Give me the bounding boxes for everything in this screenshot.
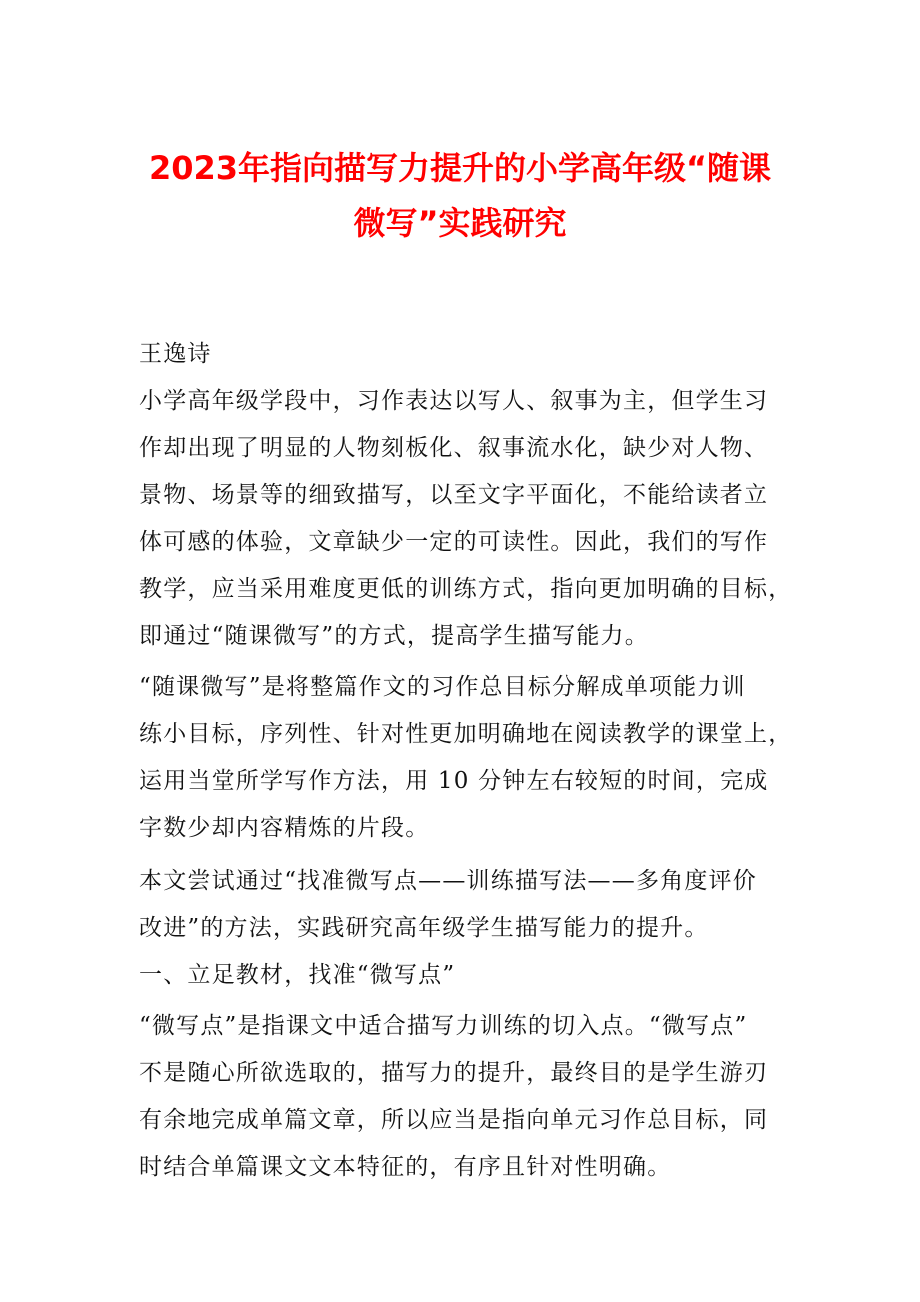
body-line: 不是随心所欲选取的，描写力的提升，最终目的是学生游刃 — [139, 1060, 769, 1086]
body-line: 教学，应当采用难度更低的训练方式，指向更加明确的目标， — [139, 576, 793, 602]
body-line: 体可感的体验，文章缺少一定的可读性。因此，我们的写作 — [139, 529, 769, 555]
body-line: 即通过“随课微写”的方式，提高学生描写能力。 — [139, 623, 649, 649]
body-line: 有余地完成单篇文章，所以应当是指向单元习作总目标，同 — [139, 1107, 769, 1133]
body-line: 练小目标，序列性、针对性更加明确地在阅读教学的课堂上， — [139, 721, 793, 747]
body-line: 本文尝试通过“找准微写点——训练描写法——多角度评价 — [139, 868, 757, 894]
body-line: “随课微写”是将整篇作文的习作总目标分解成单项能力训 — [139, 674, 746, 700]
body-line: 小学高年级学段中，习作表达以写人、叙事为主，但学生习 — [139, 388, 769, 414]
document-title-line-2: 微写”实践研究 — [353, 204, 567, 242]
author-name: 王逸诗 — [139, 341, 212, 367]
document-title-line-1: 2023年指向描写力提升的小学高年级“随课 — [148, 149, 772, 187]
body-line: 时结合单篇课文文本特征的，有序且针对性明确。 — [139, 1154, 672, 1180]
section-heading: 一、立足教材，找准“微写点” — [139, 962, 456, 988]
body-line: 运用当堂所学写作方法，用 10 分钟左右较短的时间，完成 — [139, 768, 769, 794]
body-line: 景物、场景等的细致描写，以至文字平面化，不能给读者立 — [139, 482, 769, 508]
body-line: 字数少却内容精炼的片段。 — [139, 815, 430, 841]
body-line: “微写点”是指课文中适合描写力训练的切入点。“微写点” — [139, 1013, 748, 1039]
body-line: 改进”的方法，实践研究高年级学生描写能力的提升。 — [139, 915, 709, 941]
body-line: 作却出现了明显的人物刻板化、叙事流水化，缺少对人物、 — [139, 435, 769, 461]
